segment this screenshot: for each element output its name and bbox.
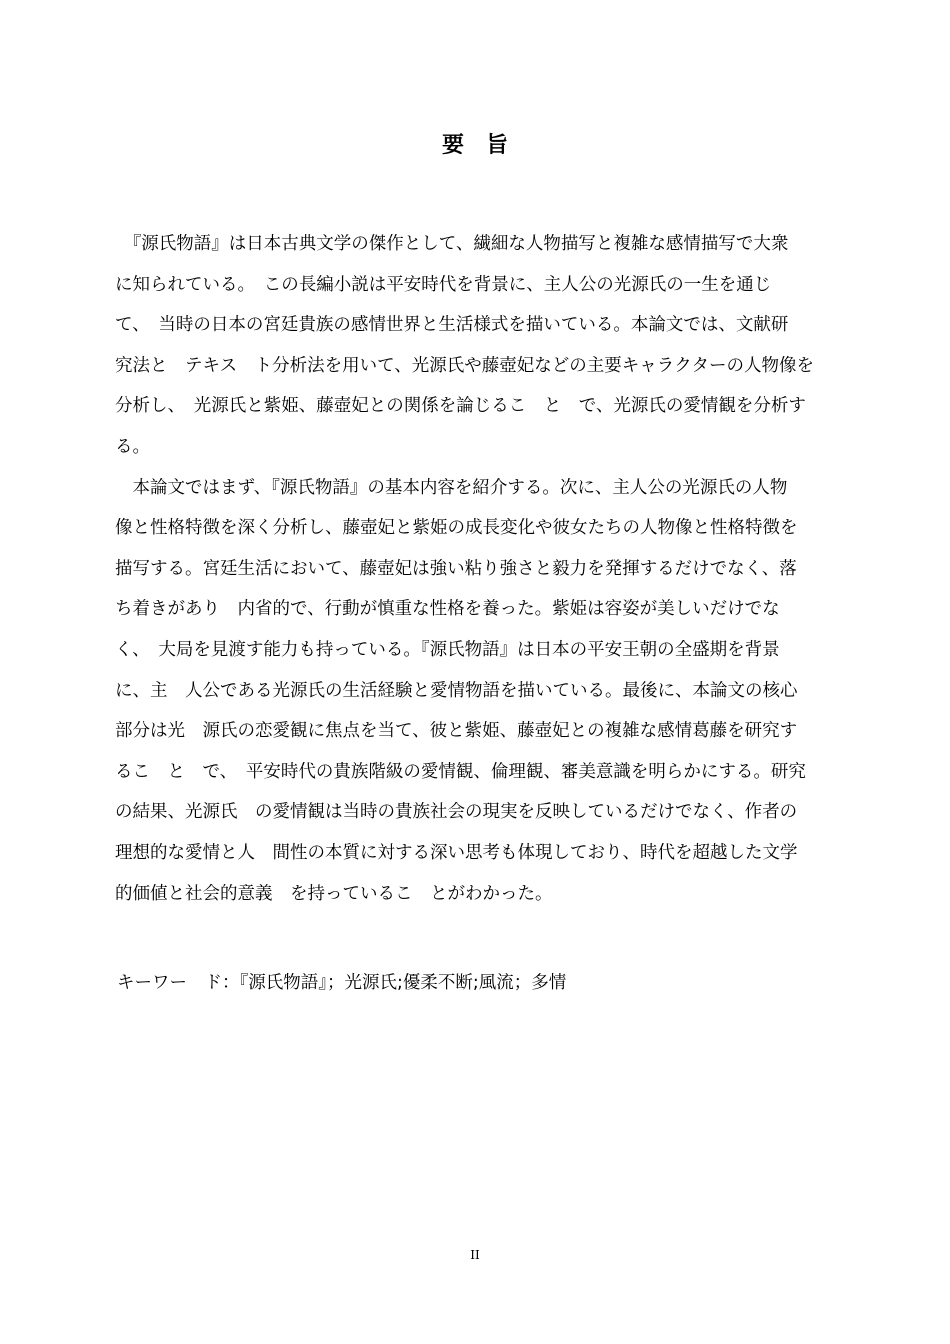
text-line: に、主 人公である光源氏の生活経験と愛情物語を描いている。最後に、本論文の核心 — [115, 680, 798, 701]
text-line: 的価値と社会的意義 を持っているこ とがわかった。 — [115, 883, 553, 904]
text-line: て、 当時の日本の宮廷貴族の感情世界と生活様式を描いている。本論文では、文献研 — [115, 315, 789, 336]
text-line: 描写する。宮廷生活において、藤壺妃は強い粘り強さと毅力を発揮するだけでなく、落 — [115, 558, 797, 579]
text-line: 分析し、 光源氏と紫姫、藤壺妃との関係を論じるこ と で、光源氏の愛情観を分析す — [115, 396, 806, 417]
paragraph-1 — [115, 224, 875, 468]
page-number: II — [470, 1248, 480, 1262]
text-line: の結果、光源氏 の愛情観は当時の貴族社会の現実を反映しているだけでなく、作者の — [115, 802, 798, 823]
text-line: ち着きがあり 内省的で、行動が慎重な性格を養った。紫姫は容姿が美しいだけでな — [115, 599, 780, 620]
abstract-body — [115, 224, 875, 914]
text-line: 理想的な愛情と人 間性の本質に対する深い思考も体現しており、時代を超越した文学 — [115, 842, 798, 863]
text-line: るこ と で、 平安時代の貴族階級の愛情観、倫理観、審美意識を明らかにする。研究 — [115, 761, 806, 782]
text-line: く、 大局を見渡す能力も持っている。『源氏物語』は日本の平安王朝の全盛期を背景 — [115, 639, 780, 660]
keywords-line: キーワー ド：『源氏物語』；光源氏;優柔不断;風流；多情 — [117, 973, 567, 993]
text-line: 『源氏物語』は日本古典文学の傑作として、繊細な人物描写と複雑な感情描写で大衆 — [115, 234, 789, 254]
page-title: 要 旨 — [441, 133, 508, 158]
text-line: に知られている。 この長編小説は平安時代を背景に、主人公の光源氏の一生を通じ — [115, 274, 772, 295]
text-line: 究法と テキス ト分析法を用いて、光源氏や藤壺妃などの主要キャラクターの人物像を — [115, 355, 814, 376]
text-line: 本論文ではまず、『源氏物語』の基本内容を紹介する。次に、主人公の光源氏の人物 — [115, 477, 788, 498]
paragraph-2 — [115, 468, 875, 915]
text-line: る。 — [115, 436, 150, 457]
text-line: 像と性格特徴を深く分析し、藤壺妃と紫姫の成長変化や彼女たちの人物像と性格特徴を — [115, 518, 798, 539]
text-line: 部分は光 源氏の恋愛観に焦点を当て、彼と紫姫、藤壺妃との複雑な感情葛藤を研究す — [115, 721, 798, 742]
